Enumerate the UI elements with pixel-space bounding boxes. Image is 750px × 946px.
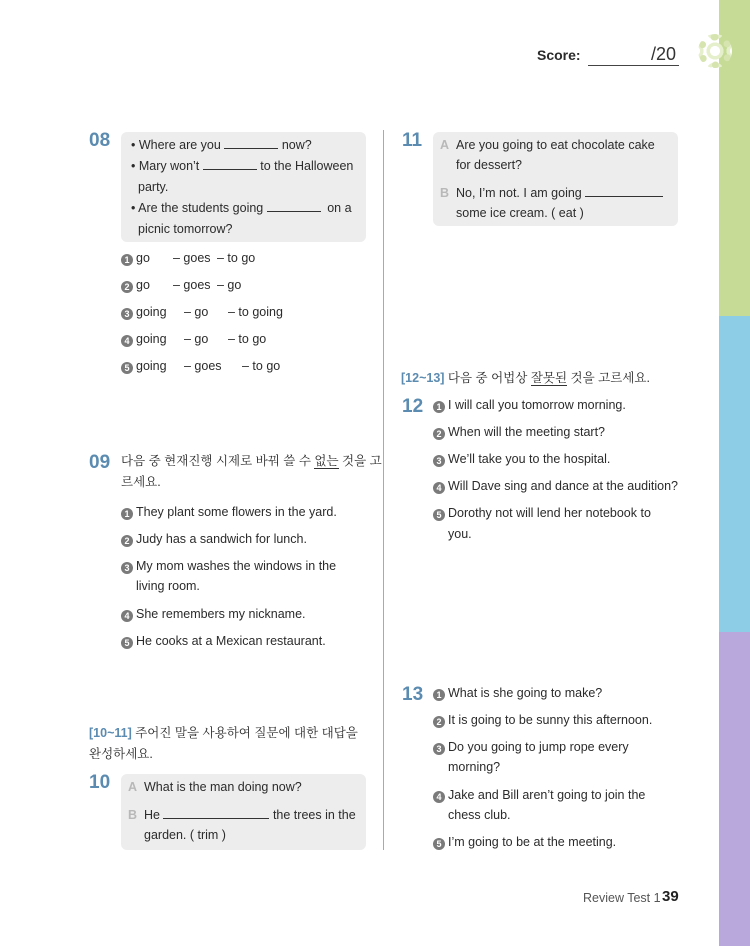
strip-purple: [719, 632, 750, 946]
q10-line-b-cont: garden. ( trim ): [144, 828, 226, 842]
score-blank[interactable]: [588, 65, 679, 66]
q12-option-5[interactable]: 5 Dorothy not will lend her notebook to: [433, 506, 651, 521]
q09-instruction-cont: 르세요.: [121, 475, 161, 489]
q11-line-a: A Are you going to eat chocolate cake: [440, 138, 655, 152]
q08-line4: • Are the students going on a: [131, 201, 352, 215]
section-12-13-instruction: [12~13] 다음 중 어법상 잘못된 것을 고르세요.: [401, 371, 650, 385]
choice-number: 4: [121, 335, 133, 347]
q11-number: 11: [402, 130, 423, 151]
q08-option-3[interactable]: 3 going – go – to going: [121, 305, 283, 320]
section-10-11-instruction-cont: 완성하세요.: [89, 747, 153, 761]
q08-option-4[interactable]: 4 going – go – to go: [121, 332, 266, 347]
q12-option-2[interactable]: 2 When will the meeting start?: [433, 425, 605, 440]
q09-option-3[interactable]: 3 My mom washes the windows in the: [121, 559, 336, 574]
choice-number: 5: [433, 509, 445, 521]
answer-blank[interactable]: [585, 187, 663, 197]
q12-option-5-cont: you.: [448, 527, 472, 541]
choice-number: 5: [121, 362, 133, 374]
blank[interactable]: [267, 202, 321, 212]
score-total: /20: [651, 44, 677, 64]
choice-number: 5: [433, 838, 445, 850]
choice-number: 4: [121, 610, 133, 622]
footer-test-label: Review Test 1: [583, 891, 661, 905]
q12-option-1[interactable]: 1 I will call you tomorrow morning.: [433, 398, 626, 413]
q11-line-b-cont: some ice cream. ( eat ): [456, 206, 584, 220]
q12-option-3[interactable]: 3 We’ll take you to the hospital.: [433, 452, 610, 467]
q11-line-b: B No, I’m not. I am going: [440, 186, 663, 200]
side-color-strip: [719, 0, 750, 946]
q11-line-a-cont: for dessert?: [456, 158, 523, 172]
column-divider: [383, 130, 384, 850]
q13-option-4[interactable]: 4 Jake and Bill aren’t going to join the: [433, 788, 645, 803]
choice-number: 2: [121, 535, 133, 547]
q09-number: 09: [89, 452, 111, 473]
q09-option-3-cont: living room.: [136, 579, 200, 593]
q13-option-3-cont: morning?: [448, 760, 501, 774]
q09-option-1[interactable]: 1 They plant some flowers in the yard.: [121, 505, 337, 520]
choice-number: 4: [433, 791, 445, 803]
gear-icon: [698, 34, 732, 68]
choice-number: 1: [433, 401, 445, 413]
page-number: 39: [662, 888, 679, 905]
choice-number: 3: [433, 455, 445, 467]
answer-blank[interactable]: [163, 809, 269, 819]
q08-option-1[interactable]: 1 go – goes – to go: [121, 251, 255, 266]
q10-number: 10: [89, 772, 111, 793]
q13-option-2[interactable]: 2 It is going to be sunny this afternoon.: [433, 713, 652, 728]
q09-instruction: 다음 중 현재진행 시제로 바꿔 쓸 수 없는 것을 고: [121, 454, 382, 468]
q08-number: 08: [89, 130, 111, 151]
score-label: Score:: [537, 47, 581, 63]
q13-option-3[interactable]: 3 Do you going to jump rope every: [433, 740, 629, 755]
choice-number: 1: [433, 689, 445, 701]
q09-option-4[interactable]: 4 She remembers my nickname.: [121, 607, 306, 622]
choice-number: 2: [433, 428, 445, 440]
q10-line-a: A What is the man doing now?: [128, 780, 302, 794]
choice-number: 3: [121, 308, 133, 320]
strip-blue: [719, 316, 750, 632]
q13-option-5[interactable]: 5 I’m going to be at the meeting.: [433, 835, 616, 850]
choice-number: 1: [121, 254, 133, 266]
choice-number: 2: [121, 281, 133, 293]
q08-line5: picnic tomorrow?: [138, 222, 233, 236]
q08-line3: party.: [138, 180, 169, 194]
q13-option-4-cont: chess club.: [448, 808, 511, 822]
choice-number: 5: [121, 637, 133, 649]
q08-line2: • Mary won’t to the Halloween: [131, 159, 354, 173]
blank[interactable]: [203, 160, 257, 170]
choice-number: 3: [121, 562, 133, 574]
q08-line1: • Where are you now?: [131, 138, 312, 152]
q09-option-5[interactable]: 5 He cooks at a Mexican restaurant.: [121, 634, 326, 649]
choice-number: 2: [433, 716, 445, 728]
q13-number: 13: [402, 684, 424, 705]
choice-number: 1: [121, 508, 133, 520]
q09-option-2[interactable]: 2 Judy has a sandwich for lunch.: [121, 532, 307, 547]
q13-option-1[interactable]: 1 What is she going to make?: [433, 686, 602, 701]
choice-number: 4: [433, 482, 445, 494]
choice-number: 3: [433, 743, 445, 755]
q08-option-5[interactable]: 5 going – goes – to go: [121, 359, 280, 374]
section-10-11-instruction: [10~11] 주어진 말을 사용하여 질문에 대한 대답을: [89, 726, 358, 740]
q12-option-4[interactable]: 4 Will Dave sing and dance at the audition?: [433, 479, 678, 494]
q08-option-2[interactable]: 2 go – goes – go: [121, 278, 241, 293]
q12-number: 12: [402, 396, 424, 417]
q10-line-b: B He the trees in the: [128, 808, 356, 822]
blank[interactable]: [224, 139, 278, 149]
